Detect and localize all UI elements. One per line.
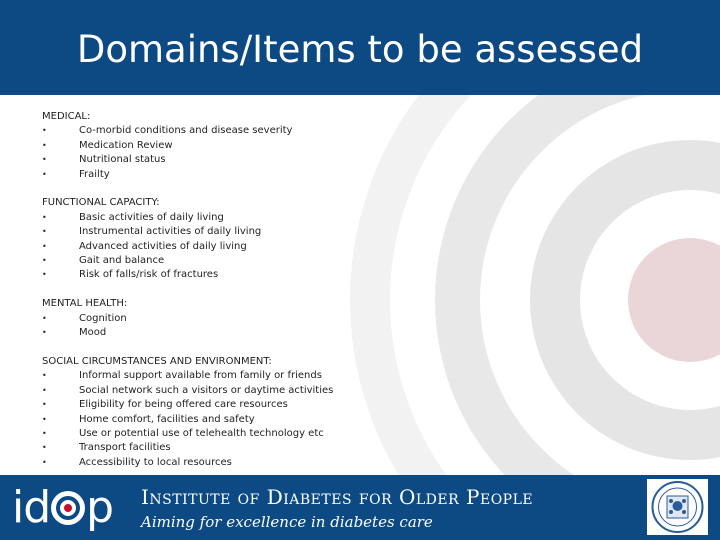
- section-heading: MENTAL HEALTH:: [42, 298, 128, 310]
- bullet-icon: •: [42, 241, 47, 251]
- section-heading: MEDICAL:: [42, 111, 91, 122]
- bullet-icon: •: [42, 400, 47, 410]
- bullet-icon: •: [42, 169, 47, 179]
- list-item: • Basic activities of daily living: [42, 211, 382, 225]
- bullet-icon: •: [42, 270, 47, 280]
- bullet-icon: •: [42, 428, 47, 438]
- bullet-icon: •: [42, 371, 47, 381]
- section-mental-health: [42, 297, 382, 340]
- list-item: • Instrumental activities of daily living: [42, 225, 382, 239]
- list-item: • Informal support available from family or friends: [42, 369, 382, 383]
- bullet-icon: •: [42, 457, 47, 467]
- list-item: • Frailty: [42, 168, 382, 182]
- bullet-icon: •: [42, 140, 47, 150]
- list-item: • Nutritional status: [42, 153, 382, 167]
- list-item: • Home comfort, facilities and safety: [42, 413, 382, 427]
- bullet-icon: •: [42, 155, 47, 165]
- section-heading: SOCIAL CIRCUMSTANCES AND ENVIRONMENT:: [42, 355, 272, 367]
- bullet-icon: •: [42, 313, 47, 323]
- list-item: • Co-morbid conditions and disease severity: [42, 124, 382, 138]
- bullet-icon: •: [42, 385, 47, 395]
- institute-tagline: Aiming for excellence in diabetes care: [141, 513, 433, 531]
- list-item: • Use or potential use of telehealth technology etc: [42, 427, 382, 441]
- section-medical: [42, 110, 382, 182]
- section-social-circumstances: [42, 355, 382, 470]
- list-item: • Gait and balance: [42, 254, 382, 268]
- target-o-icon: [50, 490, 86, 526]
- list-item: • Social network such a visitors or daytime activities: [42, 384, 382, 398]
- assessment-domains: [42, 110, 382, 485]
- bullet-icon: •: [42, 328, 47, 338]
- bullet-icon: •: [42, 212, 47, 222]
- seal-icon: [647, 479, 708, 535]
- bullet-icon: •: [42, 443, 47, 453]
- section-heading: FUNCTIONAL CAPACITY:: [42, 197, 160, 209]
- university-seal-logo: [647, 479, 708, 535]
- section-functional-capacity: [42, 196, 382, 282]
- bullet-icon: •: [42, 256, 47, 266]
- bullet-icon: •: [42, 227, 47, 237]
- bullet-icon: •: [42, 126, 47, 136]
- list-item: • Eligibility for being offered care resources: [42, 398, 382, 412]
- list-item: • Medication Review: [42, 139, 382, 153]
- institute-name: Institute of Diabetes for Older People: [141, 485, 534, 509]
- bullet-icon: •: [42, 414, 47, 424]
- list-item: • Advanced activities of daily living: [42, 240, 382, 254]
- list-item: • Accessibility to local resources: [42, 456, 382, 470]
- list-item: • Mood: [42, 326, 382, 340]
- list-item: • Cognition: [42, 312, 382, 326]
- idop-logo: id p: [12, 482, 114, 533]
- slide-title: Domains/Items to be assessed: [76, 28, 644, 71]
- list-item: • Transport facilities: [42, 441, 382, 455]
- list-item: • Risk of falls/risk of fractures: [42, 268, 382, 282]
